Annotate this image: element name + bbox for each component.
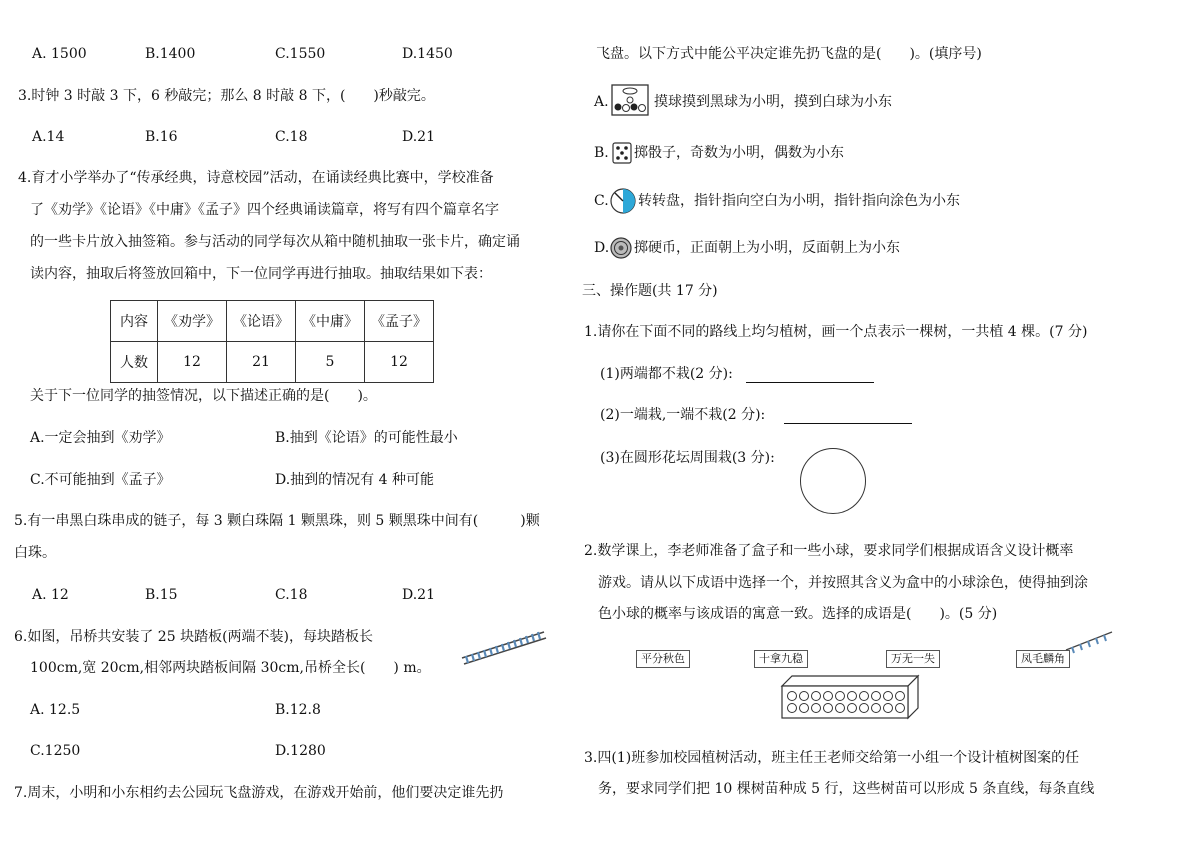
q5-option-c: C.18 <box>275 587 308 603</box>
op1-part-c: (3)在圆形花坛周围栽(3 分): <box>600 450 775 466</box>
q3-option-b: B.16 <box>145 129 178 145</box>
q4-option-c: C.不可能抽到《孟子》 <box>30 472 171 488</box>
q3-option-d: D.21 <box>402 129 435 145</box>
ball-box-icon <box>610 83 650 117</box>
q4-line-2: 了《劝学》《论语》《中庸》《孟子》四个经典诵读篇章，将写有四个篇章名字 <box>30 202 499 218</box>
q5-line-1: 5.有一串黑白珠串成的链子，每 3 颗白珠隔 1 颗黑珠，则 5 颗黑珠中间有( )颗 <box>14 513 540 529</box>
bridge-planks-icon <box>1064 628 1116 654</box>
table-cell: 《劝学》 <box>158 301 227 342</box>
q6-option-c: C.1250 <box>30 743 81 759</box>
q6-option-d: D.1280 <box>275 743 326 759</box>
draw-result-table <box>110 300 434 383</box>
q7-line-1: 7.周末，小明和小东相约去公园玩飞盘游戏，在游戏开始前，他们要决定谁先扔 <box>14 785 504 801</box>
q7-option-b-label: B. <box>594 145 609 161</box>
op3-line-2: 务，要求同学们把 10 棵树苗种成 5 行，这些树苗可以形成 5 条直线，每条直线 <box>598 781 1095 797</box>
q5-line-2: 白珠。 <box>14 545 56 561</box>
table-cell: 21 <box>227 342 296 383</box>
q7-option-c-text: 转转盘，指针指向空白为小明，指针指向涂色为小东 <box>638 193 960 209</box>
q2-option-d: D.1450 <box>402 46 453 62</box>
flower-bed-circle[interactable] <box>800 448 866 514</box>
q6-option-a: A. 12.5 <box>30 702 81 718</box>
q3-stem: 3.时钟 3 时敲 3 下，6 秒敲完；那么 8 时敲 8 下，( )秒敲完。 <box>18 88 435 104</box>
table-cell: 5 <box>296 342 365 383</box>
table-row <box>111 342 434 383</box>
q7-option-d-label: D. <box>594 240 610 256</box>
q4-question: 关于下一位同学的抽签情况，以下描述正确的是( )。 <box>30 388 377 404</box>
op2-line-1: 2.数学课上，李老师准备了盒子和一些小球，要求同学们根据成语含义设计概率 <box>584 543 1074 559</box>
idiom-card: 平分秋色 <box>636 650 690 668</box>
q2-option-a: A. 1500 <box>32 46 87 62</box>
q6-line-2: 100cm,宽 20cm,相邻两块踏板间隔 30cm,吊桥全长( ) m。 <box>30 660 431 676</box>
idiom-card: 十拿九稳 <box>754 650 808 668</box>
q4-line-3: 的一些卡片放入抽签箱。参与活动的同学每次从箱中随机抽取一张卡片，确定诵 <box>30 234 520 250</box>
q4-option-d: D.抽到的情况有 4 种可能 <box>275 472 434 488</box>
q6-option-b: B.12.8 <box>275 702 321 718</box>
table-cell: 12 <box>365 342 434 383</box>
idiom-card: 万无一失 <box>886 650 940 668</box>
table-cell: 《孟子》 <box>365 301 434 342</box>
spinner-icon <box>610 187 636 215</box>
table-cell: 内容 <box>111 301 158 342</box>
table-cell: 《论语》 <box>227 301 296 342</box>
dice-icon <box>612 142 632 164</box>
q4-option-a: A.一定会抽到《劝学》 <box>30 430 171 446</box>
op1-part-a: (1)两端都不栽(2 分): <box>600 366 733 382</box>
answer-line[interactable] <box>746 382 874 383</box>
q3-option-a: A.14 <box>32 129 65 145</box>
q2-option-b: B.1400 <box>145 46 196 62</box>
op2-line-2: 游戏。请从以下成语中选择一个，并按照其含义为盒中的小球涂色，使得抽到涂 <box>598 575 1088 591</box>
op1-part-b: (2)一端栽,一端不栽(2 分): <box>600 407 766 423</box>
q4-line-4: 读内容，抽取后将签放回箱中，下一位同学再进行抽取。抽取结果如下表： <box>30 266 492 282</box>
q7-option-b-text: 掷骰子，奇数为小明，偶数为小东 <box>634 145 844 161</box>
q7-option-d-text: 掷硬币，正面朝上为小明，反面朝上为小东 <box>634 240 900 256</box>
q3-option-c: C.18 <box>275 129 308 145</box>
op1-stem: 1.请你在下面不同的路线上均匀植树，画一个点表示一棵树，一共植 4 棵。(7 分) <box>584 324 1088 340</box>
ball-box-icon <box>778 674 922 720</box>
q7-option-a-text: 摸球摸到黑球为小明，摸到白球为小东 <box>654 94 892 110</box>
q6-line-1: 6.如图，吊桥共安装了 25 块踏板(两端不装)，每块踏板长 <box>14 629 373 645</box>
q7-option-a-label: A. <box>594 94 609 110</box>
bridge-planks-icon <box>458 626 550 668</box>
q7-option-c-label: C. <box>594 193 609 209</box>
table-cell: 《中庸》 <box>296 301 365 342</box>
q4-line-1: 4.育才小学举办了“传承经典，诗意校园”活动，在诵读经典比赛中，学校准备 <box>18 170 494 186</box>
q5-option-b: B.15 <box>145 587 178 603</box>
coin-icon <box>610 237 632 259</box>
q4-option-b: B.抽到《论语》的可能性最小 <box>275 430 458 446</box>
op2-line-3: 色小球的概率与该成语的寓意一致。选择的成语是( )。(5 分) <box>598 606 998 622</box>
table-cell: 人数 <box>111 342 158 383</box>
answer-line[interactable] <box>784 423 912 424</box>
q7-line-2: 飞盘。以下方式中能公平决定谁先扔飞盘的是( )。(填序号) <box>596 46 982 62</box>
section-3-title: 三、操作题(共 17 分) <box>582 283 718 299</box>
table-row <box>111 301 434 342</box>
op3-line-1: 3.四(1)班参加校园植树活动，班主任王老师交给第一小组一个设计植树图案的任 <box>584 750 1080 766</box>
q5-option-d: D.21 <box>402 587 435 603</box>
idiom-card: 凤毛麟角 <box>1016 650 1070 668</box>
table-cell: 12 <box>158 342 227 383</box>
q2-option-c: C.1550 <box>275 46 326 62</box>
q5-option-a: A. 12 <box>32 587 69 603</box>
